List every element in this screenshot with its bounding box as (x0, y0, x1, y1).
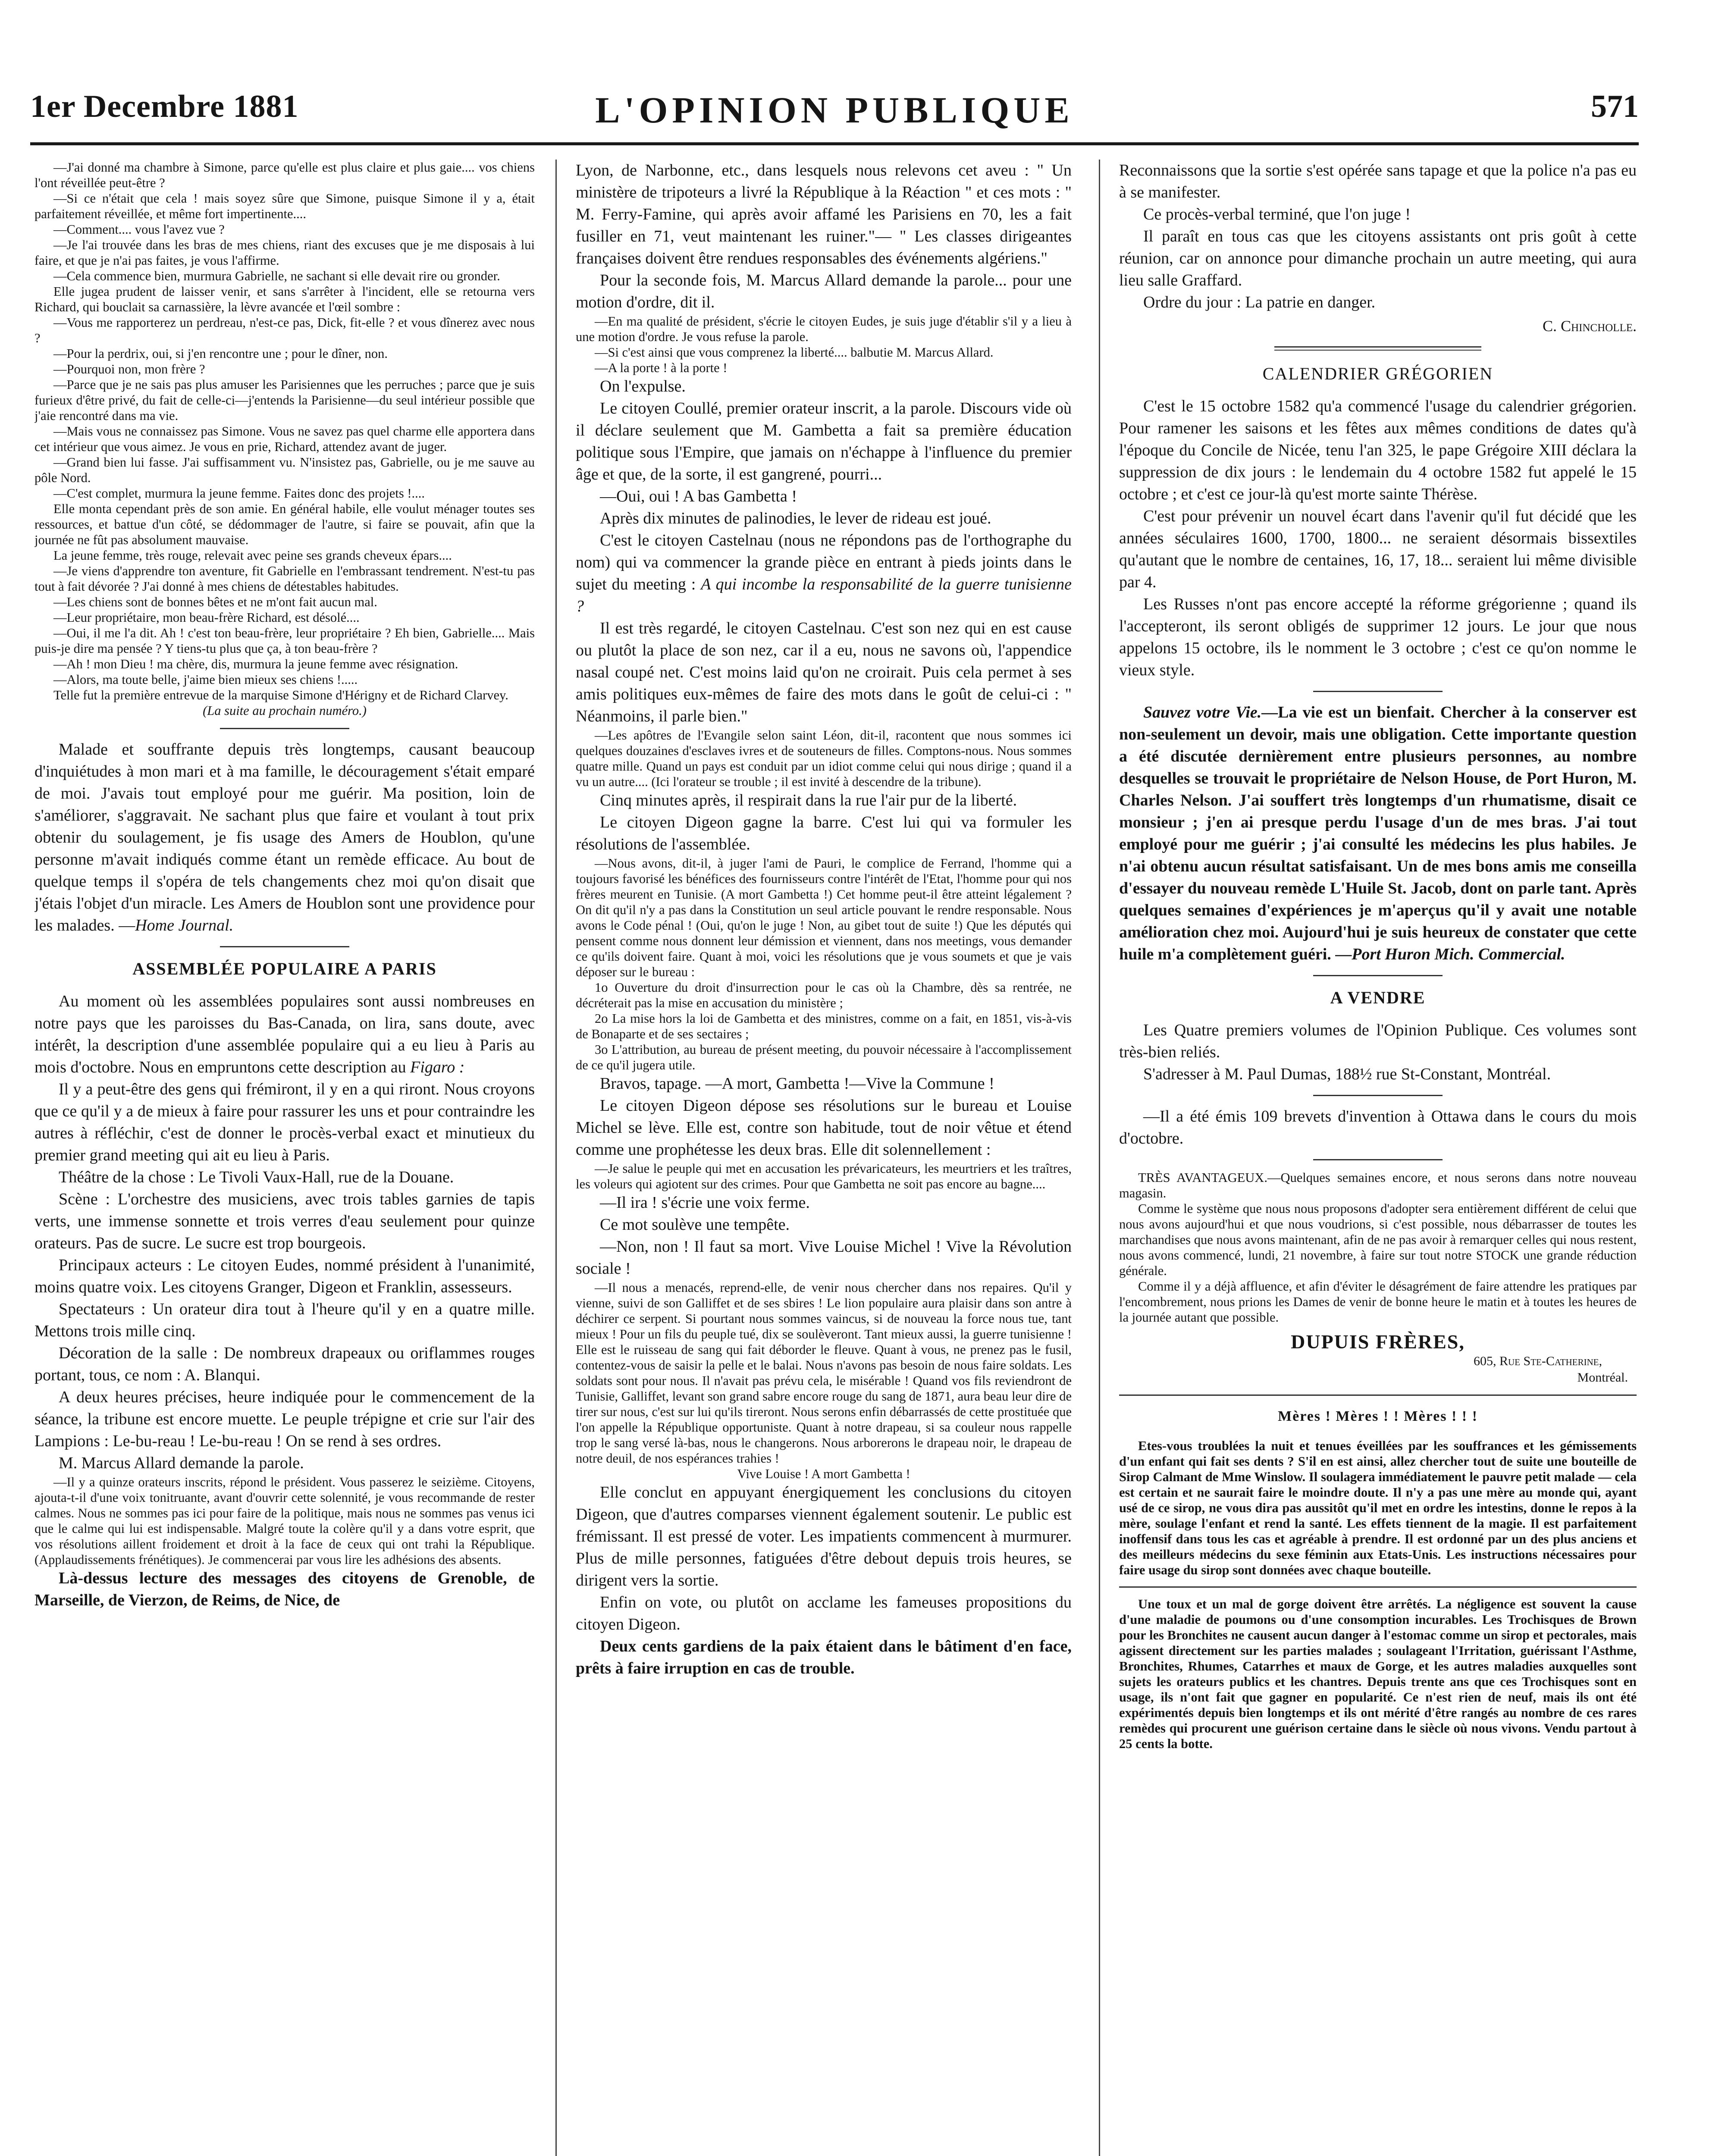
author-signature: C. Chincholle. (1542, 317, 1637, 335)
ad-text: Une toux et un mal de gorge doivent être arrêtés. La négligence est souvent la cause d'une maladie de poumons ou d'une consomption incurables. Les Trochisques de Brown pour les Bronchites ne causent aucun danger à l'estomac comme un sirop et pectorales, mais agissent directement sur les parties malades ; soulageant l'Irritation, guérissant l'Asthme, Bronchites, Rhumes, Catarrhes et maux de Gorge, et les autres maladies auxquelles sont sujets les orateurs publics et les chantres. Depuis trente ans que ces Trochisques sont en usage, ils n'ont fait que gagner en popularité. Ce n'est rien de neuf, mais ils ont été expérimentés depuis bien longtemps et ils ont mérité d'être rangés au nombre de ces rares remèdes qui procurent une guérison certaine dans le siècle où nous vivons. Vendu partout à 25 cents la botte. (1119, 1597, 1637, 1751)
dialogue-line: —Je l'ai trouvée dans les bras de mes chiens, riant des excuses que je me disposais à lui faire, et que je n'ai pas faites, je vous l'affirme. (34, 238, 535, 268)
speech-paragraph: 1o Ouverture du droit d'insurrection pour le cas où la Chambre, dès sa rentrée, ne décréterait pas la mise en accusation du ministère ; (576, 980, 1072, 1010)
article-paragraph: Bravos, tapage. —A mort, Gambetta !—Vive la Commune ! (600, 1075, 994, 1093)
speech-paragraph: —A la porte ! à la porte ! (595, 360, 728, 375)
speech-block (576, 856, 1072, 1073)
ad-source: Port Huron Mich. Commercial. (1352, 945, 1565, 963)
column-3 (1119, 160, 1637, 2156)
speech-paragraph: 2o La mise hors la loi de Gambetta et des ministres, comme on a fait, en 1851, vis-à-vis de Bonaparte et de ses sectaires ; (576, 1011, 1072, 1041)
article-paragraph: C'est pour prévenir un nouvel écart dans l'avenir qu'il fut décidé que les années séculaires 1600, 1700, 1800... ne seraient désormais bissextiles qu'autant que le nombre de centaines, 16, 17, 18... seraient lui même divisible par 4. (1119, 507, 1637, 591)
a-vendre-notice (1119, 1019, 1637, 1085)
article-paragraph: A deux heures précises, heure indiquée pour le commencement de la séance, la tribune est encore muette. Le peuple trépigne et crie sur l'air des Lampions : Le-bu-reau ! Le-bu-reau ! On se rend à ses ordres. (34, 1388, 535, 1450)
notice-paragraph: Les Quatre premiers volumes de l'Opinion Publique. Ces volumes sont très-bien reliés. (1119, 1021, 1637, 1061)
notice-paragraph: S'adresser à M. Paul Dumas, 188½ rue St-Constant, Montréal. (1143, 1065, 1551, 1083)
article-paragraph: Cinq minutes après, il respirait dans la rue l'air pur de la liberté. (600, 791, 1017, 809)
speech-paragraph: —Nous avons, dit-il, à juger l'ami de Pauri, le complice de Ferrand, l'homme qui a toujours favorisé les bénéfices des fournisseurs contre l'intérêt de l'Etat, l'homme pour qui nos frères meurent en Tunisie. (A mort Gambetta !) Cet homme peut-il être atteint légalement ? On dit qu'il n'y a pas dans la Constitution un seul article pouvant le rendre responsable. Nous avons le Code pénal ! (Oui, qu'on le juge ! Non, au gibet tout de suite !) Que les députés qui pensent comme nous donnent leur démission et viennent, dans nos meetings, vous demander ce qu'ils doivent faire. Quant à moi, voici les résolutions que je vous soumets et que je vais déposer sur le bureau : (576, 856, 1072, 979)
assembly-intro: Au moment où les assemblées populaires sont aussi nombreuses en notre pays que les paroisses du Bas-Canada, on lira, sans doute, avec intérêt, la description d'une assemblée populaire qui a eu lieu à Paris au mois d'octobre. Nous en empruntons cette description au (34, 992, 535, 1076)
ad-text: Comme le système que nous nous proposons d'adopter sera entièrement différent de celui que nous avons aujourd'hui et que nous voudrions, si c'est possible, nous débarrasser de toutes les marchandises que nous avons maintenant, afin de ne pas avoir à remarquer celles qui nous restent, nous avons commencé, lundi, 21 novembre, à faire sur tout notre STOCK une grande réduction générale. (1119, 1201, 1637, 1278)
article-paragraph: —Oui, oui ! A bas Gambetta ! (600, 487, 797, 505)
dialogue-line: —Mais vous ne connaissez pas Simone. Vous ne savez pas quel charme elle apportera dans cet intérieur que vous aimez. Je vous en prie, Richard, attendez avant de juger. (34, 424, 535, 454)
dialogue-line: —Si ce n'était que cela ! mais soyez sûre que Simone, puisque Simone il y a, était parfaitement réveillée, et même fort impertinente.... (34, 191, 535, 221)
winslow-ad (1119, 1438, 1637, 1578)
section-divider (1119, 1395, 1637, 1396)
article-paragraph: Les Russes n'ont pas encore accepté la réforme grégorienne ; quand ils l'accepteront, ils seront obligés de supprimer 12 jours. Le jour que nous appelons 15 octobre, ils le nomment le 3 octobre ; c'est ce qu'on nomme le vieux style. (1119, 595, 1637, 679)
dialogue-line: La jeune femme, très rouge, relevait avec peine ses grands cheveux épars.... (53, 548, 452, 563)
article-paragraph: C'est le 15 octobre 1582 qu'a commencé l'usage du calendrier grégorien. Pour ramener les saisons et les fêtes aux mêmes conditions de dates qu'à l'époque du Concile de Nicée, tenu l'an 325, le pape Grégoire XIII déclara la suppression de dix jours : le lendemain du 4 octobre 1582 fut appelé le 15 octobre ; et c'est ce jour-là qu'est morte sainte Thérèse. (1119, 397, 1637, 503)
masthead-rule (30, 142, 1639, 145)
article-paragraph: Principaux acteurs : Le citoyen Eudes, nommé président à l'unanimité, moins quatre voix. Les citoyens Granger, Digeon et Franklin, assesseurs. (34, 1256, 535, 1296)
article-paragraph: Ce procès-verbal terminé, que l'on juge ! (1143, 205, 1411, 223)
section-heading: ASSEMBLÉE POPULAIRE A PARIS (132, 959, 437, 978)
dialogue-line: —Ah ! mon Dieu ! ma chère, dis, murmura la jeune femme avec résignation. (53, 657, 458, 671)
masthead (30, 88, 1639, 170)
ad-text: —Quelques semaines encore, et nous serons dans notre nouveau magasin. (1119, 1170, 1637, 1200)
speech-block (576, 1280, 1072, 1482)
issue-date: 1er Decembre 1881 (30, 89, 299, 124)
assembly-article-cont (576, 790, 1072, 856)
dialogue-line: Telle fut la première entrevue de la marquise Simone d'Hérigny et de Richard Clarvey. (53, 688, 508, 702)
dialogue-line: —Comment.... vous l'avez vue ? (53, 222, 225, 237)
newspaper-title: L'OPINION PUBLIQUE (595, 89, 1074, 131)
article-paragraph: Décoration de la salle : De nombreux drapeaux ou oriflammes rouges portant, tous, ce nom : A. Blanqui. (34, 1344, 535, 1384)
assembly-article-cont (576, 1482, 1072, 1680)
serial-dialogue (34, 160, 535, 718)
ad-text: Comme il y a déjà affluence, et afin d'éviter le désagrément de faire attendre les pratiques par l'encombrement, nous prions les Dames de venir de bonne heure le matin et à toutes les heures de la journée autant que possible. (1119, 1279, 1637, 1325)
section-divider (1313, 691, 1443, 692)
dialogue-line: —Les chiens sont de bonnes bêtes et ne m'ont fait aucun mal. (53, 595, 377, 609)
dialogue-line: —Grand bien lui fasse. J'ai suffisamment vu. N'insistez pas, Gabrielle, ou je me sauve au pôle Nord. (34, 455, 535, 485)
article-paragraph: Il paraît en tous cas que les citoyens assistants ont pris goût à cette réunion, car on annonce pour dimanche prochain un autre meeting, qui aura lieu salle Graffard. (1119, 227, 1637, 289)
section-divider (1313, 1159, 1443, 1160)
article-paragraph: —Non, non ! Il faut sa mort. Vive Louise Michel ! Vive la Révolution sociale ! (576, 1238, 1072, 1278)
assembly-article-cont (576, 1192, 1072, 1280)
article-paragraph: Deux cents gardiens de la paix étaient dans le bâtiment d'en face, prêts à faire irruption en cas de trouble. (576, 1637, 1072, 1677)
dialogue-line: —Cela commence bien, murmura Gabrielle, ne sachant si elle devait rire ou gronder. (53, 269, 500, 283)
dupuis-freres-ad (1119, 1170, 1637, 1325)
section-divider (220, 728, 349, 729)
dialogue-line: —Parce que je ne sais pas plus amuser les Parisiennes que les perruches ; parce que je suis furieux d'être privé, du fait de celle-ci—j'entends la Parisienne—du seul intérieur possible que j'aie rencontré dans ma vie. (34, 377, 535, 423)
ad-lead: TRÈS AVANTAGEUX. (1138, 1170, 1267, 1185)
article-paragraph: Ce mot soulève une tempête. (600, 1216, 790, 1234)
to-be-continued: (La suite au prochain numéro.) (203, 703, 367, 718)
article-paragraph: Spectateurs : Un orateur dira tout à l'heure qu'il y en a quatre mille. Mettons trois mille cinq. (34, 1300, 535, 1340)
speech-paragraph: 3o L'attribution, au bureau de présent meeting, du pouvoir nécessaire à l'accomplissement de ce qu'il jugera utile. (576, 1042, 1072, 1072)
amers-houblon-ad (34, 739, 535, 937)
dialogue-line: —Vous me rapporterez un perdreau, n'est-ce pas, Dick, fit-elle ? et vous dînerez avec nous ? (34, 315, 535, 345)
speech-block (576, 727, 1072, 790)
calendar-article (1119, 395, 1637, 681)
ad-text: Etes-vous troublées la nuit et tenues éveillées par les souffrances et les gémissements d'un enfant qui fait ses dents ? S'il en est ainsi, allez chercher tout de suite une bouteille de Sirop Calmant de Mme Winslow. Il soulagera immédiatement le pauvre petit malade — cela est certain et ne saurait faire le moindre doute. Il n'y a pas une mère au monde qui, ayant usé de ce sirop, ne vous dira pas aussitôt qu'il met en ordre les intestins, donne le repos à la mère, soulage l'enfant et rend la santé. Les effets tiennent de la magie. Il est parfaitement inoffensif dans tous les cas et agréable à prendre. Il est ordonné par un des plus anciens et des meilleurs médecins du sexe féminin aux Etats-Unis. Les instructions nécessaires pour faire usage du sirop sont données avec chaque bouteille. (1119, 1438, 1637, 1577)
advertiser-address: 605, Rue Ste-Catherine, (1474, 1354, 1602, 1368)
assembly-speech (34, 1474, 535, 1567)
section-divider (1313, 1095, 1443, 1096)
section-divider (1274, 346, 1481, 351)
notice-paragraph: —Il a été émis 109 brevets d'invention à Ottawa dans le cours du mois d'octobre. (1119, 1107, 1637, 1147)
ad-text: Malade et souffrante depuis très longtemps, causant beaucoup d'inquiétudes à mon mari et à ma famille, le découragement s'était emparé de moi. J'avais tout employé pour me guérir. Ma position, loin de s'améliorer, s'aggravait. Ne sachant plus que faire et voulant à tout prix obtenir du soulagement, je fis usage des Amers de Houblon, qu'une personne m'avait indiqués comme étant un remède efficace. Au bout de quelque temps il s'opéra de tels changements chez moi qu'on disait que j'étais l'objet d'un miracle. Les Amers de Houblon sont une providence pour les malades. — (34, 740, 535, 934)
article-paragraph: Il y a peut-être des gens qui frémiront, il y en a qui riront. Nous croyons que ce qu'il y a de mieux à faire pour rassurer les uns et pour contraindre les autres à réfléchir, c'est de donner le procès-verbal exact et minutieux du premier grand meeting qui ait eu lieu à Paris. (34, 1080, 535, 1164)
article-paragraph: Il est très regardé, le citoyen Castelnau. C'est son nez qui en est cause ou plutôt la place de son nez, car il a eu, nous ne savons où, l'appendice nasal coupé net. C'est moins laid qu'on ne croirait. Puis cela permet à ses amis politiques eux-mêmes de faire des mots dans le goût de celui-ci : " Néanmoins, il parle bien." (576, 619, 1072, 725)
ad-text: —La vie est un bienfait. Chercher à la conserver est non-seulement un devoir, mais une obligation. Cette importante question a été discutée dernièrement entre plusieurs personnes, au nombre desquelles se trouvait le propriétaire de Nelson House, de Port Huron, M. Charles Nelson. J'ai souffert très longtemps d'un rhumatisme, disait ce monsieur ; j'en ai presque perdu l'usage d'un de mes bras. J'ai tout employé pour me guérir ; j'ai consulté les médecins les plus habiles. Je n'ai obtenu aucun résultat satisfaisant. Un de mes bons amis me conseilla d'essayer du nouveau remède L'Huile St. Jacob, dont on parle tant. Après quelques semaines d'expériences je m'aperçus qu'il y avait une notable amélioration chez moi. Aujourd'hui je suis heureux de constater que cette huile m'a complètement guéri. — (1119, 703, 1637, 963)
speech-paragraph: —Les apôtres de l'Evangile selon saint Léon, dit-il, racontent que nous sommes ici quelques douzaines d'esclaves ivres et de souteneurs de filles. Comptons-nous. Nous sommes quatre mille. Quand un pays est conduit par un idiot comme celui qui nous dirige ; quand il a vu un autre.... (Ici l'orateur se trouble ; il est invité à descendre de la tribune). (576, 728, 1072, 789)
speech-block (576, 313, 1072, 376)
speech-paragraph: —En ma qualité de président, s'écrie le citoyen Eudes, je suis juge d'établir s'il y a lieu à une motion d'ordre. Je vous refuse la parole. (576, 314, 1072, 344)
article-paragraph: Après dix minutes de palinodies, le lever de rideau est joué. (600, 509, 991, 527)
dialogue-line: Elle monta cependant près de son amie. En général habile, elle voulut ménager toutes ses ressources, et battue d'un côté, se dédommager de l'autre, si faire se pouvait, afin que la journée ne fût pas absolument mauvaise. (34, 501, 535, 547)
section-heading: Mères ! Mères ! ! Mères ! ! ! (1278, 1408, 1478, 1424)
dialogue-line: —J'ai donné ma chambre à Simone, parce qu'elle est plus claire et plus gaie.... vos chiens l'ont réveillée peut-être ? (34, 160, 535, 190)
advertiser-city: Montréal. (1577, 1370, 1628, 1385)
page-number: 571 (1591, 89, 1639, 124)
assembly-article-cont (576, 376, 1072, 727)
column-divider (1099, 160, 1100, 2156)
ad-lead: Sauvez votre Vie. (1143, 703, 1262, 721)
assembly-article-end (1119, 160, 1637, 313)
article-paragraph: Elle conclut en appuyant énergiquement les conclusions du citoyen Digeon, que d'autres comparses viennent également soutenir. Le public est frémissant. Il est pressé de voter. Les impatients commencent à murmurer. Plus de mille personnes, fatiguées d'être debout depuis trois heures, se dirigent vers la sortie. (576, 1483, 1072, 1589)
article-paragraph: Enfin on vote, ou plutôt on acclame les fameuses propositions du citoyen Digeon. (576, 1593, 1072, 1633)
article-paragraph: Là-dessus lecture des messages des citoyens de Grenoble, de Marseille, de Vierzon, de Reims, de Nice, de (34, 1569, 535, 1609)
assembly-continued (34, 1567, 535, 1611)
article-paragraph: Ordre du jour : La patrie en danger. (1143, 293, 1376, 311)
speech-paragraph: —Je salue le peuple qui met en accusation les prévaricateurs, les meurtriers et les traîtres, les voleurs qui agiotent sur des crimes. Pour que Gambetta ne soit pas encore au bagne.... (576, 1161, 1072, 1191)
dialogue-line: —Alors, ma toute belle, j'aime bien mieux ses chiens !..... (53, 672, 358, 687)
speech-paragraph: —Il y a quinze orateurs inscrits, répond le président. Vous passerez le seizième. Citoyens, ajouta-t-il d'une voix tonitruante, avant d'ouvrir cette solennité, je vous recommande de rester calmes. Nous ne sommes pas ici pour faire de la politique, mais nous ne sommes pas venus ici que le calme qui lui est indispensable. Malgré toute la colère qu'il y a dans votre esprit, que vos résolutions aillent froidement et droit à la face de ceux qui ont trahi la République. (Applaudissements frénétiques). Je commencerai par vous lire les adhésions des absents. (34, 1475, 535, 1567)
article-paragraph: Le citoyen Digeon gagne la barre. C'est lui qui va formuler les résolutions de l'assemblée. (576, 813, 1072, 853)
article-paragraph: M. Marcus Allard demande la parole. (59, 1454, 304, 1472)
article-paragraph: —Il ira ! s'écrie une voix ferme. (600, 1194, 810, 1212)
section-divider (220, 946, 349, 947)
dialogue-line: Elle jugea prudent de laisser venir, et sans s'arrêter à l'incident, elle se retourna vers Richard, qui bouclait sa carnassière, la lèvre avancée et l'œil sombre : (34, 284, 535, 314)
advertiser-name: DUPUIS FRÈRES, (1291, 1331, 1465, 1353)
section-divider (1313, 975, 1443, 976)
assembly-source: Figaro : (410, 1058, 465, 1076)
assembly-article-cont (576, 1073, 1072, 1161)
section-heading: CALENDRIER GRÉGORIEN (1262, 364, 1493, 383)
article-paragraph: Reconnaissons que la sortie s'est opérée sans tapage et que la police n'a pas eu à se manifester. (1119, 161, 1637, 201)
brown-trochisques-ad (1119, 1596, 1637, 1752)
article-paragraph: Théâtre de la chose : Le Tivoli Vaux-Hall, rue de la Douane. (59, 1168, 454, 1186)
speech-paragraph: —Si c'est ainsi que vous comprenez la liberté.... balbutie M. Marcus Allard. (595, 345, 994, 360)
article-paragraph: On l'expulse. (600, 377, 686, 395)
column-divider (555, 160, 557, 2156)
dialogue-line: —Je viens d'apprendre ton aventure, fit Gabrielle en l'embrassant tendrement. N'est-tu pas tout à fait dévorée ? J'ai donné à mes chiens de détestables habitudes. (34, 564, 535, 594)
article-paragraph: C'est le citoyen Castelnau (nous ne répondons pas de l'orthographe du nom) qui va commencer la grande pièce en entrant à pieds joints dans le sujet du meeting : (576, 531, 1072, 593)
meeting-subject: A qui incombe la responsabilité de la guerre tunisienne ? (576, 575, 1072, 615)
dialogue-line: —Oui, il me l'a dit. Ah ! c'est ton beau-frère, leur propriétaire ? Eh bien, Gabrielle.... Mais puis-je dire ma pensée ? Y tiens-tu plus que ça, à ton beau-frère ? (34, 626, 535, 656)
speech-block (576, 1161, 1072, 1192)
dialogue-line: —Leur propriétaire, mon beau-frère Richard, est désolé.... (53, 610, 360, 625)
dialogue-line: —C'est complet, murmura la jeune femme. Faites donc des projets !.... (53, 486, 425, 501)
dialogue-line: —Pourquoi non, mon frère ? (53, 362, 205, 376)
article-paragraph: Le citoyen Digeon dépose ses résolutions sur le bureau et Louise Michel se lève. Elle est, contre son habitude, tout de noir vêtue et étend comme une prophétesse les deux bras. Elle dit solennellement : (576, 1097, 1072, 1159)
ad-source: Home Journal. (135, 916, 234, 934)
st-jacob-ad (1119, 702, 1637, 965)
section-heading: A VENDRE (1330, 988, 1426, 1007)
article-paragraph: Le citoyen Coullé, premier orateur inscrit, a la parole. Discours vide où il déclare seulement que M. Gambetta a fait sa première éducation politique sous l'Empire, que jamais on n'échappe à l'influence du premier âge et que, de la sorte, il est gangrené, pourri... (576, 399, 1072, 483)
dialogue-line: —Pour la perdrix, oui, si j'en rencontre une ; pour le dîner, non. (53, 346, 388, 361)
section-divider (1119, 1586, 1637, 1588)
brevets-notice (1119, 1106, 1637, 1150)
assembly-article-cont (576, 160, 1072, 313)
speech-paragraph: —Il nous a menacés, reprend-elle, de venir nous chercher dans nos repaires. Qu'il y vienne, suivi de son Galliffet et de ses sbires ! Le lion populaire aura plaisir dans son antre à déchirer ce serpent. Si pourtant nous sommes vaincus, si de nouveau la force nous tue, tant mieux ! Pour un fils du peuple tué, dix se soulèveront. Tant mieux aussi, la guerre tunisienne ! Elle est le ruisseau de sang qui fait déborder le fleuve. Quant à vous, ne prenez pas le fusil, contentez-vous de saisir la pelle et le balai. Nous n'avons pas besoin de nous faire soldats. Les soldats sont pour nous. Il n'avait pas prévu cela, le misérable ! Quand vos fils reviendront de Tunisie, Galliffet, levant son grand sabre encore rouge du sang de 1871, aura beau leur dire de tirer sur nous, c'est sur lui qu'ils tireront. Nous serons enfin débarrassés de cette prostituée que l'on appelle la République opportuniste. Quant à notre drapeau, si sa couleur nous rappelle trop le sang versé là-bas, nous le changerons. Nous arborerons le drapeau noir, le drapeau de notre deuil, de nos espérances trahies ! (576, 1280, 1072, 1466)
article-paragraph: Lyon, de Narbonne, etc., dans lesquels nous relevons cet aveu : " Un ministère de tripoteurs a livré la République à la Réaction " et ces mots : " M. Ferry-Famine, qui après avoir affamé les Parisiens en 70, les a fait fusiller en 71, veut maintenant les ruiner."— " Les classes dirigeantes françaises doivent être rendues responsables des événements algériens." (576, 161, 1072, 267)
article-paragraph: Scène : L'orchestre des musiciens, avec trois tables garnies de tapis verts, une immense sonnette et trois verres d'eau seulement pour quinze orateurs. Pas de sucre. Le sucre est trop bourgeois. (34, 1190, 535, 1252)
column-1 (34, 160, 535, 2156)
speech-cheer: Vive Louise ! A mort Gambetta ! (737, 1467, 910, 1481)
article-paragraph: Pour la seconde fois, M. Marcus Allard demande la parole... pour une motion d'ordre, dit il. (576, 271, 1072, 311)
column-2 (576, 160, 1072, 2156)
assembly-article (34, 990, 535, 1474)
